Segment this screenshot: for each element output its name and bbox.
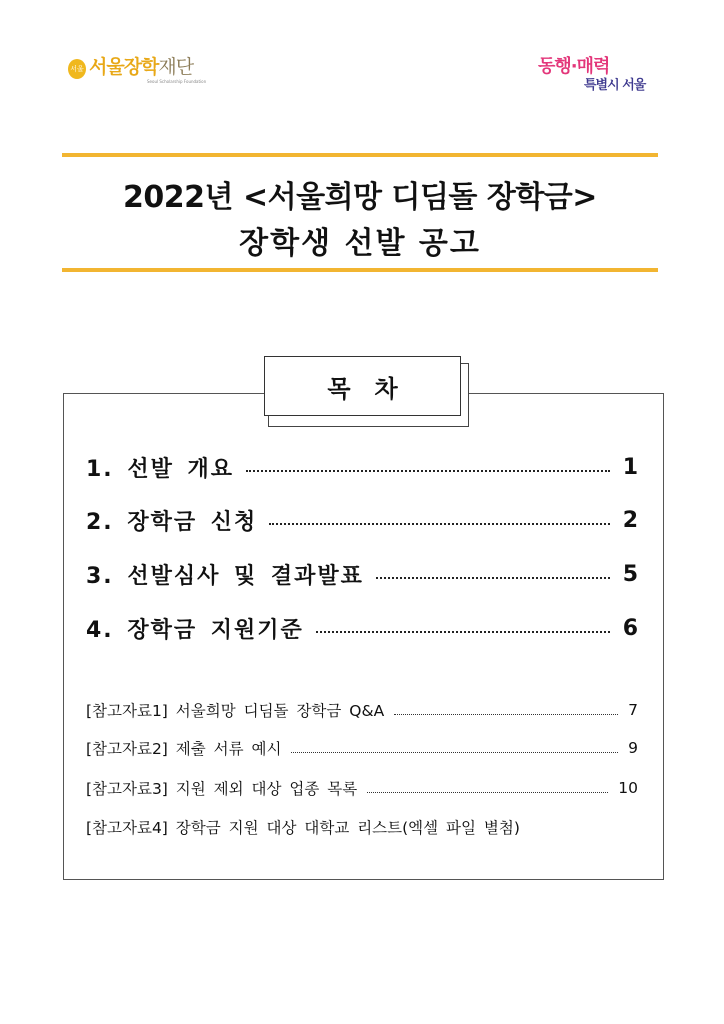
toc-item-page: 2: [622, 507, 638, 533]
toc-leader-dots: [394, 714, 618, 715]
seoul-slogan-line2: 특별시 서울: [584, 78, 646, 93]
toc-item-page: 6: [622, 615, 638, 641]
toc-reference-page: 7: [628, 701, 638, 719]
toc-reference-page: 10: [618, 779, 638, 797]
foundation-logo-tagline: Seoul Scholarship Foundation: [147, 79, 207, 84]
toc-leader-dots: [316, 631, 610, 633]
toc-leader-dots: [367, 792, 608, 793]
toc-item-label: 3. 선발심사 및 결과발표: [86, 563, 364, 589]
toc-reference-item[interactable]: [86, 776, 638, 800]
document-title-line2: 장학생 선발 공고: [239, 226, 481, 261]
seoul-city-logo: [538, 52, 656, 96]
title-top-rule: [62, 153, 658, 157]
toc-item-label: 4. 장학금 지원기준: [86, 617, 304, 643]
toc-reference-item[interactable]: [86, 736, 638, 760]
toc-reference-label: [참고자료3] 지원 제외 대상 업종 목록: [86, 780, 358, 798]
toc-leader-dots: [269, 523, 610, 525]
toc-main-item[interactable]: [86, 505, 638, 535]
toc-main-item[interactable]: [86, 613, 638, 643]
toc-reference-label: [참고자료4] 장학금 지원 대상 대학교 리스트(엑셀 파일 별첨): [86, 819, 520, 837]
toc-reference-page: 9: [628, 739, 638, 757]
toc-leader-dots: [291, 752, 618, 753]
toc-reference-label: [참고자료2] 제출 서류 예시: [86, 740, 282, 758]
foundation-seal-icon: 서울: [68, 59, 86, 79]
toc-main-item[interactable]: [86, 559, 638, 589]
toc-leader-dots: [376, 577, 610, 579]
document-title-line1: 2022년 <서울희망 디딤돌 장학금>: [123, 180, 597, 215]
toc-item-page: 1: [622, 454, 638, 480]
toc-heading: 목차: [264, 356, 461, 416]
foundation-logo: [68, 56, 206, 84]
toc-leader-dots: [246, 470, 610, 472]
toc-reference-label: [참고자료1] 서울희망 디딤돌 장학금 Q&A: [86, 702, 385, 720]
seoul-slogan-line1: 동행·매력: [538, 56, 610, 77]
title-bottom-rule: [62, 268, 658, 272]
toc-item-page: 5: [622, 561, 638, 587]
toc-item-label: 2. 장학금 신청: [86, 509, 258, 535]
toc-reference-item[interactable]: [86, 815, 638, 839]
toc-main-item[interactable]: [86, 452, 638, 482]
foundation-logo-text: 서울장학재단: [89, 56, 194, 78]
toc-item-label: 1. 선발 개요: [86, 456, 234, 482]
toc-reference-item[interactable]: [86, 698, 638, 722]
